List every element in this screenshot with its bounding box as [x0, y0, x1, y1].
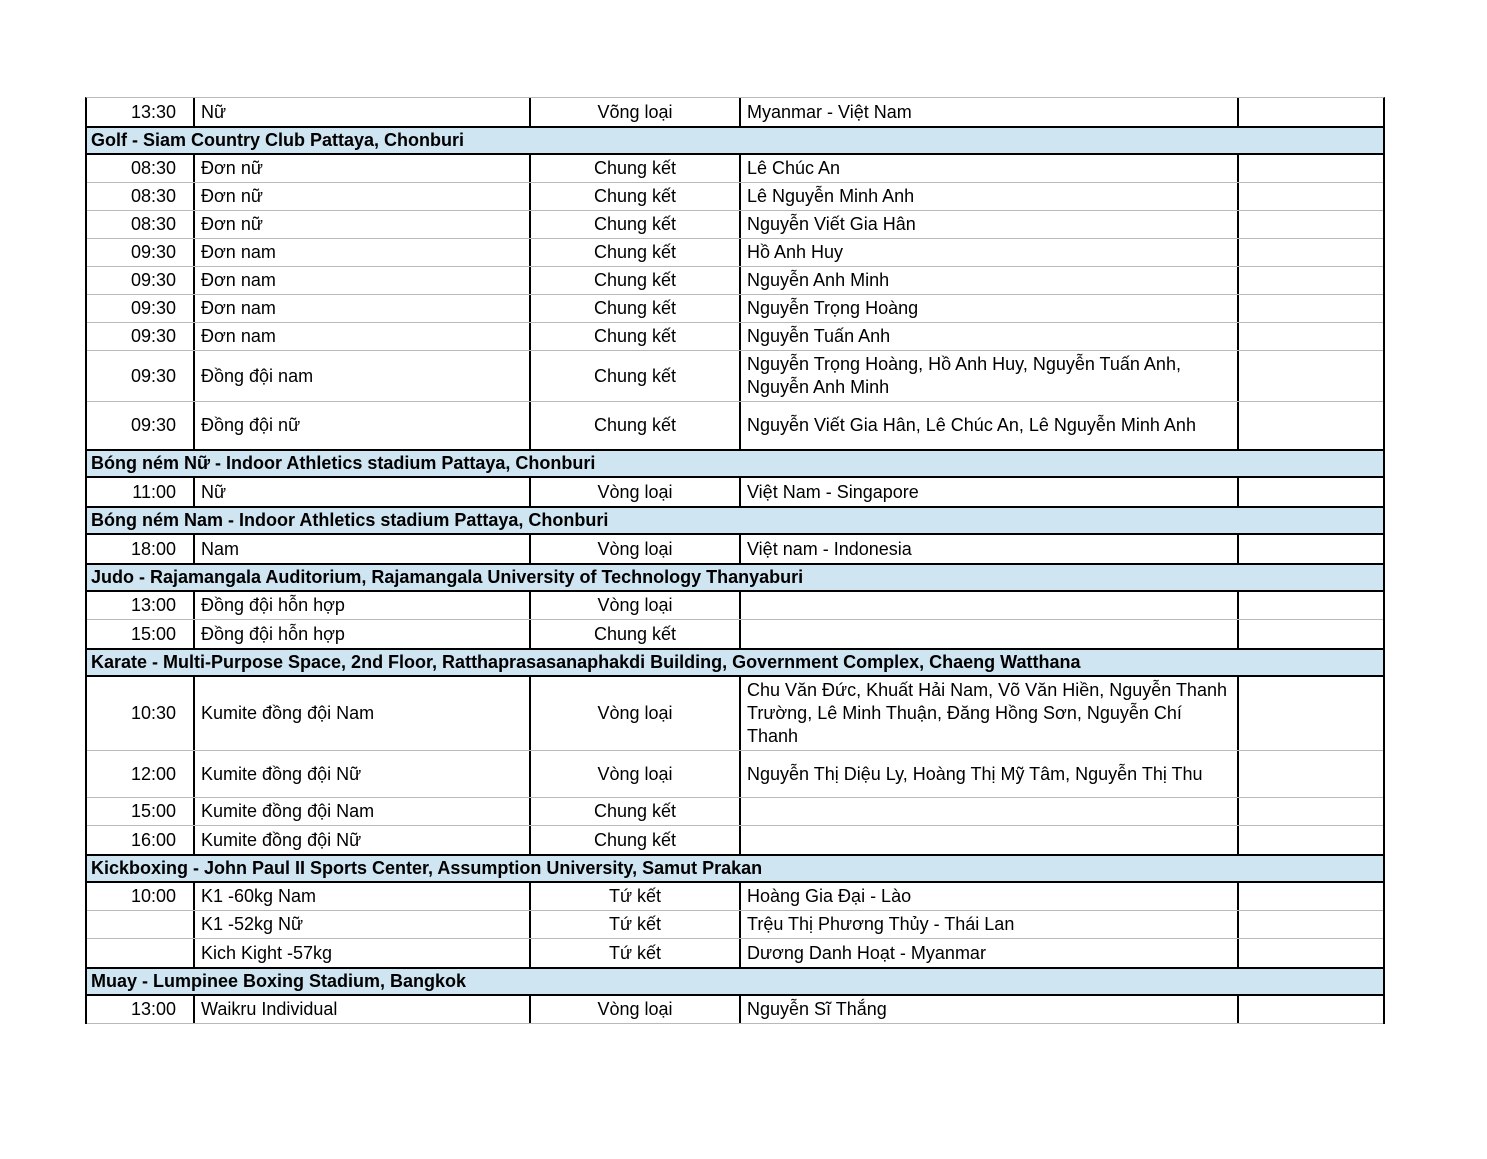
- event-cell: Nam: [193, 535, 529, 563]
- round-cell: Chung kết: [529, 155, 739, 182]
- round-cell: Vòng loại: [529, 677, 739, 750]
- time-cell: 13:00: [130, 595, 176, 615]
- empty-cell: [1237, 323, 1383, 350]
- round-cell: Chung kết: [529, 239, 739, 266]
- table-row: [87, 295, 1383, 323]
- participants-cell: Hồ Anh Huy: [739, 239, 1237, 266]
- time-cell: 09:30: [130, 242, 176, 262]
- table-row: [87, 939, 1383, 967]
- empty-cell: [1237, 883, 1383, 910]
- empty-cell: [1237, 402, 1383, 449]
- section-title: Karate - Multi-Purpose Space, 2nd Floor, Ratthaprasasanaphakdi Building, Government Complex, Chaeng Watthana: [91, 652, 1081, 672]
- empty-cell: [1237, 911, 1383, 938]
- empty-cell: [1237, 478, 1383, 506]
- event-cell: Nữ: [193, 478, 529, 506]
- participants-cell: Nguyễn Sĩ Thắng: [739, 996, 1237, 1023]
- round-cell: Vòng loại: [529, 751, 739, 797]
- table-row: [87, 239, 1383, 267]
- event-cell: Kich Kight -57kg: [193, 939, 529, 967]
- section-header-row: [87, 563, 1383, 592]
- section-header-row: [87, 449, 1383, 478]
- round-cell: Chung kết: [529, 351, 739, 401]
- event-cell: Đơn nữ: [193, 211, 529, 238]
- empty-cell: [1237, 798, 1383, 825]
- empty-cell: [1237, 751, 1383, 797]
- section-header-row: [87, 506, 1383, 535]
- event-cell: Đồng đội hỗn hợp: [193, 592, 529, 619]
- participants-cell: [739, 826, 1237, 854]
- table-row: [87, 267, 1383, 295]
- event-cell: Waikru Individual: [193, 996, 529, 1023]
- participants-cell: Lê Nguyễn Minh Anh: [739, 183, 1237, 210]
- event-cell: K1 -60kg Nam: [193, 883, 529, 910]
- round-cell: Võng loại: [529, 98, 739, 126]
- event-cell: Đồng đội nam: [193, 351, 529, 401]
- empty-cell: [1237, 351, 1383, 401]
- empty-cell: [1237, 535, 1383, 563]
- time-cell: 09:30: [130, 365, 176, 386]
- participants-cell: [739, 620, 1237, 648]
- table-row: [87, 183, 1383, 211]
- section-title: Golf - Siam Country Club Pattaya, Chonburi: [91, 130, 465, 150]
- time-cell: [87, 939, 193, 967]
- participants-cell: Trệu Thị Phương Thủy - Thái Lan: [739, 911, 1237, 938]
- empty-cell: [1237, 239, 1383, 266]
- participants-cell: Việt nam - Indonesia: [739, 535, 1237, 563]
- participants-cell: Việt Nam - Singapore: [739, 478, 1237, 506]
- time-cell: 08:30: [130, 186, 176, 206]
- table-row: [87, 620, 1383, 648]
- time-cell: 16:00: [130, 829, 176, 850]
- empty-cell: [1237, 677, 1383, 750]
- table-row: [87, 478, 1383, 506]
- empty-cell: [1237, 267, 1383, 294]
- time-cell: 15:00: [130, 801, 176, 821]
- round-cell: Chung kết: [529, 323, 739, 350]
- event-cell: Nữ: [193, 98, 529, 126]
- participants-cell: [739, 798, 1237, 825]
- round-cell: Chung kết: [529, 620, 739, 648]
- event-cell: Kumite đồng đội Nam: [193, 798, 529, 825]
- table-row: [87, 996, 1383, 1024]
- table-row: [87, 211, 1383, 239]
- empty-cell: [1237, 620, 1383, 648]
- section-title: Muay - Lumpinee Boxing Stadium, Bangkok: [91, 971, 467, 991]
- participants-cell: Nguyễn Thị Diệu Ly, Hoàng Thị Mỹ Tâm, Nguyễn Thị Thu: [739, 751, 1237, 797]
- table-row: [87, 911, 1383, 939]
- round-cell: Vòng loại: [529, 592, 739, 619]
- table-row: [87, 98, 1383, 126]
- empty-cell: [1237, 939, 1383, 967]
- section-title: Bóng ném Nữ - Indoor Athletics stadium Pattaya, Chonburi: [91, 453, 596, 473]
- time-cell: 09:30: [130, 298, 176, 318]
- participants-cell: Nguyễn Viết Gia Hân, Lê Chúc An, Lê Nguyễn Minh Anh: [739, 402, 1237, 449]
- time-cell: 08:30: [130, 158, 176, 178]
- event-cell: Đồng đội hỗn hợp: [193, 620, 529, 648]
- section-title: Kickboxing - John Paul II Sports Center, Assumption University, Samut Prakan: [91, 858, 763, 878]
- section-title: Bóng ném Nam - Indoor Athletics stadium Pattaya, Chonburi: [91, 510, 609, 530]
- time-cell: 13:30: [130, 101, 176, 122]
- time-cell: 11:00: [132, 481, 176, 502]
- event-cell: Đồng đội nữ: [193, 402, 529, 449]
- time-cell: 09:30: [130, 326, 176, 346]
- round-cell: Chung kết: [529, 295, 739, 322]
- time-cell: 09:30: [130, 270, 176, 290]
- event-cell: K1 -52kg Nữ: [193, 911, 529, 938]
- round-cell: Chung kết: [529, 211, 739, 238]
- table-row: [87, 351, 1383, 402]
- round-cell: Chung kết: [529, 183, 739, 210]
- empty-cell: [1237, 592, 1383, 619]
- empty-cell: [1237, 183, 1383, 210]
- round-cell: Chung kết: [529, 826, 739, 854]
- participants-cell: Nguyễn Viết Gia Hân: [739, 211, 1237, 238]
- round-cell: Chung kết: [529, 402, 739, 449]
- empty-cell: [1237, 211, 1383, 238]
- participants-cell: Lê Chúc An: [739, 155, 1237, 182]
- table-row: [87, 798, 1383, 826]
- round-cell: Tứ kết: [529, 883, 739, 910]
- table-row: [87, 677, 1383, 751]
- round-cell: Vòng loại: [529, 478, 739, 506]
- table-row: [87, 535, 1383, 563]
- event-cell: Kumite đồng đội Nam: [193, 677, 529, 750]
- table-row: [87, 402, 1383, 449]
- participants-cell: Hoàng Gia Đại - Lào: [739, 883, 1237, 910]
- event-cell: Đơn nam: [193, 239, 529, 266]
- section-header-row: [87, 648, 1383, 677]
- empty-cell: [1237, 98, 1383, 126]
- participants-cell: Nguyễn Anh Minh: [739, 267, 1237, 294]
- table-row: [87, 751, 1383, 798]
- participants-cell: Myanmar - Việt Nam: [739, 98, 1237, 126]
- empty-cell: [1237, 295, 1383, 322]
- round-cell: Tứ kết: [529, 939, 739, 967]
- table-row: [87, 155, 1383, 183]
- event-cell: Đơn nữ: [193, 183, 529, 210]
- table-row: [87, 883, 1383, 911]
- round-cell: Tứ kết: [529, 911, 739, 938]
- empty-cell: [1237, 155, 1383, 182]
- time-cell: 13:00: [130, 999, 176, 1019]
- event-cell: Kumite đồng đội Nữ: [193, 826, 529, 854]
- schedule-table: [85, 97, 1385, 1024]
- table-row: [87, 592, 1383, 620]
- time-cell: 08:30: [130, 214, 176, 234]
- table-row: [87, 323, 1383, 351]
- time-cell: 18:00: [130, 538, 176, 559]
- time-cell: 09:30: [130, 415, 176, 435]
- time-cell: 15:00: [130, 623, 176, 644]
- time-cell: [87, 911, 193, 938]
- participants-cell: [739, 592, 1237, 619]
- event-cell: Đơn nam: [193, 295, 529, 322]
- participants-cell: Nguyễn Trọng Hoàng, Hồ Anh Huy, Nguyễn Tuấn Anh, Nguyễn Anh Minh: [739, 351, 1237, 401]
- time-cell: 10:00: [130, 886, 176, 906]
- participants-cell: Nguyễn Tuấn Anh: [739, 323, 1237, 350]
- event-cell: Đơn nam: [193, 323, 529, 350]
- table-row: [87, 826, 1383, 854]
- round-cell: Chung kết: [529, 798, 739, 825]
- participants-cell: Chu Văn Đức, Khuất Hải Nam, Võ Văn Hiền, Nguyễn Thanh Trường, Lê Minh Thuận, Đăng Hồng Sơn, Nguyễn Chí Thanh: [739, 677, 1237, 750]
- empty-cell: [1237, 996, 1383, 1023]
- participants-cell: Dương Danh Hoạt - Myanmar: [739, 939, 1237, 967]
- event-cell: Kumite đồng đội Nữ: [193, 751, 529, 797]
- section-title: Judo - Rajamangala Auditorium, Rajamangala University of Technology Thanyaburi: [91, 567, 804, 587]
- section-header-row: [87, 854, 1383, 883]
- participants-cell: Nguyễn Trọng Hoàng: [739, 295, 1237, 322]
- event-cell: Đơn nam: [193, 267, 529, 294]
- empty-cell: [1237, 826, 1383, 854]
- time-cell: 10:30: [130, 703, 176, 723]
- round-cell: Vòng loại: [529, 996, 739, 1023]
- section-header-row: [87, 967, 1383, 996]
- event-cell: Đơn nữ: [193, 155, 529, 182]
- round-cell: Vòng loại: [529, 535, 739, 563]
- section-header-row: [87, 126, 1383, 155]
- round-cell: Chung kết: [529, 267, 739, 294]
- time-cell: 12:00: [130, 763, 176, 784]
